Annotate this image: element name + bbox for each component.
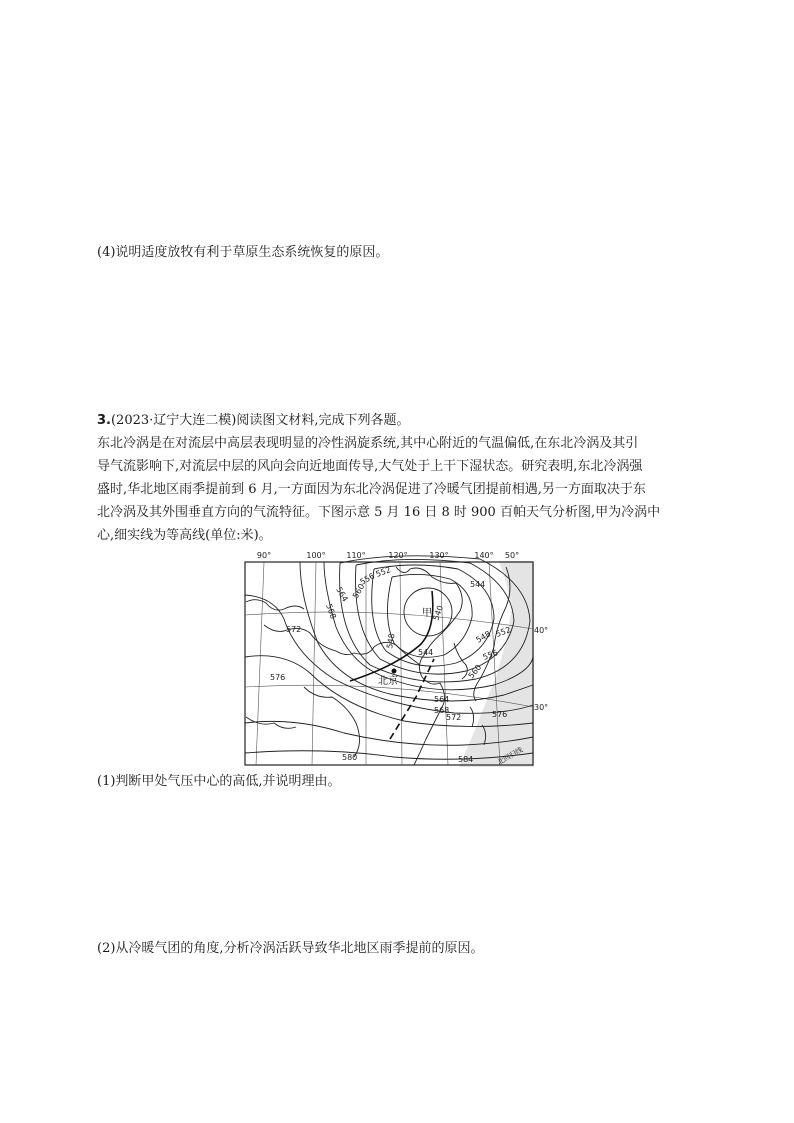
lon-label: 120° (388, 551, 408, 560)
cold-vortex-center-label: 甲 (422, 608, 432, 619)
question-source: (2023·辽宁大连二模)阅读图文材料,完成下列各题。 (110, 413, 410, 428)
contour-label: 568 (324, 602, 338, 621)
beijing-marker (392, 669, 397, 674)
material-line: 盛时,华北地区雨季提前到 6 月,一方面因为东北冷涡促进了冷暖气团提前相遇,另一方面取决于东 (97, 482, 646, 497)
contour-label: 540 (431, 604, 446, 622)
contour-label: 552 (494, 625, 513, 639)
contour-label: 544 (470, 580, 486, 589)
lon-label: 50° (504, 551, 520, 560)
contour-label: 572 (446, 713, 462, 722)
contour-label: 544 (418, 648, 434, 657)
ocean-area (459, 561, 534, 767)
question-number: 3. (97, 413, 111, 428)
contour-label: 564 (434, 695, 450, 704)
latitude-labels (534, 626, 548, 712)
sub-question-1: (1)判断甲处气压中心的高低,并说明理由。 (97, 774, 341, 789)
contour-label: 548 (385, 632, 397, 650)
contour-label: 576 (270, 673, 286, 682)
weather-map (244, 547, 549, 769)
tropic-label: 北回归线 (496, 745, 525, 767)
longitude-labels (257, 551, 519, 560)
lat-label: 30° (534, 703, 549, 712)
lon-label: 90° (256, 551, 272, 560)
material-line: 心,细实线为等高线(单位:米)。 (97, 528, 272, 543)
question-3-header (97, 413, 409, 429)
material-line: 东北冷涡是在对流层中高层表现明显的冷性涡旋系统,其中心附近的气温偏低,在东北冷涡及其引 (97, 436, 639, 451)
contour-label: 560 (466, 662, 484, 681)
contour-label: 568 (434, 706, 450, 715)
contour-label: 556 (481, 648, 500, 662)
contour-label: 552 (374, 565, 393, 579)
material-line: 北冷涡及其外围垂直方向的气流特征。下图示意 5 月 16 日 8 时 900 百帕天气分析图,甲为冷涡中 (97, 505, 661, 520)
material-line: 导气流影响下,对流层中层的风向会向近地面传导,大气处于上干下湿状态。研究表明,东北冷涡强 (97, 459, 643, 474)
question-4: (4)说明适度放牧有利于草原生态系统恢复的原因。 (97, 245, 389, 260)
lon-label: 110° (346, 551, 366, 560)
contour-label: 564 (334, 585, 350, 604)
lon-label: 130° (429, 551, 449, 560)
contour-label: 560 (350, 582, 367, 600)
contour-label: 580 (342, 753, 358, 762)
contour-label: 584 (458, 755, 474, 764)
lon-label: 100° (306, 551, 326, 560)
lon-label: 140° (474, 551, 494, 560)
sub-question-2: (2)从冷暖气团的角度,分析冷涡活跃导致华北地区雨季提前的原因。 (97, 941, 484, 956)
contour-label: 576 (492, 710, 508, 719)
beijing-label: 北京 (378, 676, 398, 687)
contour-label: 556 (358, 571, 377, 587)
lat-label: 40° (534, 626, 549, 635)
contour-label: 572 (286, 625, 302, 634)
question-3-material (97, 432, 697, 547)
contour-label: 548 (474, 629, 493, 645)
